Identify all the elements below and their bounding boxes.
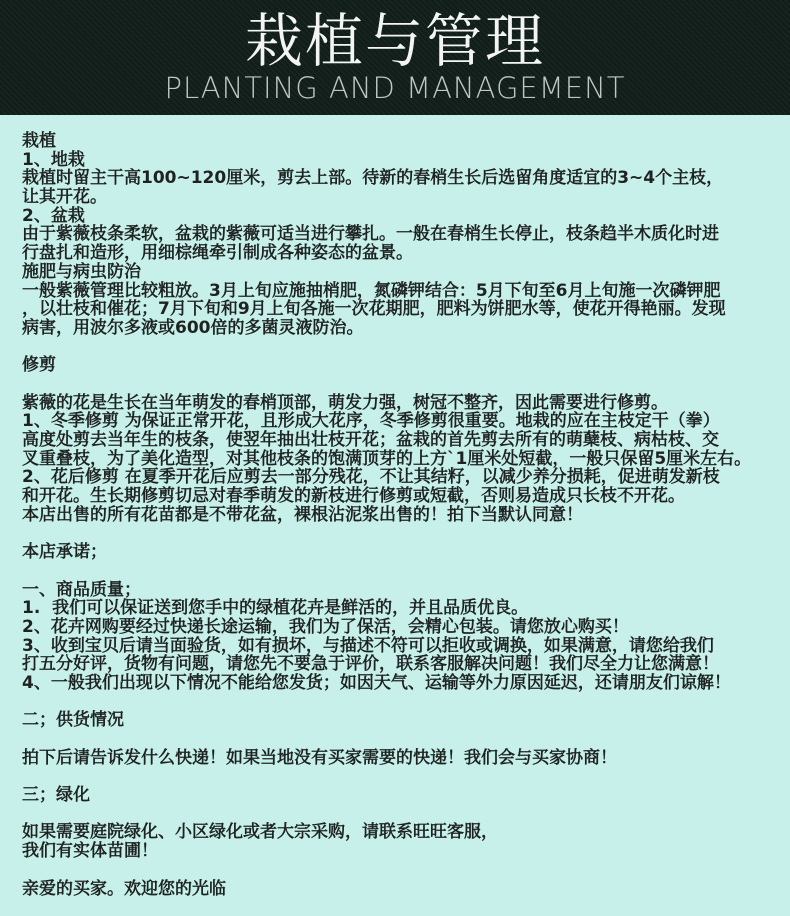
section-subtitle: PLANTING AND MANAGEMENT: [164, 71, 626, 105]
text-line: [22, 805, 782, 824]
text-line: 1. 我们可以保证送到您手中的绿植花卉是鲜活的，并且品质优良。: [22, 598, 529, 619]
text-line: 行盘扎和造形，用细棕绳牵引制成各种姿态的盆景。: [22, 243, 413, 264]
text-line: 高度处剪去当年生的枝条，使翌年抽出壮枝开花；盆栽的首先剪去所有的萌蘖枝、病枯枝、交: [22, 430, 719, 450]
text-line: 栽植时留主干高100~120厘米，剪去上部。待新的春梢生长后选留角度适宜的3~4个主枝，: [22, 168, 724, 189]
text-line: 和开花。生长期修剪切忌对春季萌发的新枝进行修剪或短截，否则易造成只长枝不开花。: [22, 486, 685, 507]
text-line: 由于紫薇枝条柔软，盆栽的紫薇可适当进行攀扎。一般在春梢生长停止，枝条趋半木质化时进: [22, 224, 719, 245]
text-line: 1、冬季修剪 为保证正常开花，且形成大花序，冬季修剪很重要。地栽的应在主枝定干（拳）: [22, 411, 720, 432]
text-line: [22, 861, 782, 880]
text-line: 二；供货情况: [22, 710, 124, 731]
text-line: 病害，用波尔多液或600倍的多菌灵液防治。: [22, 317, 364, 338]
text-line: 本店出售的所有花苗都是不带花盆，裸根沾泥浆出售的！拍下当默认同意！: [22, 504, 583, 525]
text-line: 打五分好评，货物有问题，请您先不要急于评价，联系客服解决问题！我们尽全力让您满意！: [22, 654, 719, 675]
text-line: [22, 524, 782, 543]
text-line: [22, 730, 782, 749]
text-line: 叉重叠枝，为了美化造型，对其他枝条的饱满顶芽的上方`1厘米处短截，一般只保留5厘米左右。: [22, 448, 752, 469]
text-line: 让其开花。: [22, 187, 107, 208]
text-line: [22, 338, 782, 357]
text-line: [22, 562, 782, 581]
text-line: 本店承诺；: [22, 542, 107, 563]
text-line: ，以壮枝和催花；7月下旬和9月上旬各施一次花期肥，肥料为饼肥水等，使花开得艳丽。发现: [22, 299, 726, 320]
text-line: 施肥与病虫防治: [22, 261, 141, 282]
text-line: [22, 375, 782, 394]
description-text-block: [0, 115, 790, 916]
text-line: 修剪: [22, 355, 56, 376]
text-line: 如果需要庭院绿化、小区绿化或者大宗采购，请联系旺旺客服，: [22, 822, 498, 843]
text-line: 2、盆栽: [22, 205, 85, 226]
section-banner: [0, 0, 790, 115]
text-line: [22, 767, 782, 786]
text-line: 一、商品质量；: [22, 579, 141, 600]
text-line: 一般紫薇管理比较粗放。3月上旬应施抽梢肥，氮磷钾结合：5月下旬至6月上旬施一次磷钾肥: [22, 280, 721, 301]
text-line: 我们有实体苗圃！: [22, 841, 158, 862]
text-line: 紫薇的花是生长在当年萌发的春梢顶部，萌发力强，树冠不整齐，因此需要进行修剪。: [22, 392, 668, 413]
text-line: 亲爱的买家。欢迎您的光临: [22, 878, 226, 899]
text-line: 2、花后修剪 在夏季开花后应剪去一部分残花，不让其结籽，以减少养分损耗，促进萌发新枝: [22, 467, 720, 488]
text-line: 拍下后请告诉发什么快递！如果当地没有买家需要的快递！我们会与买家协商！: [22, 747, 617, 768]
text-line: 栽植: [22, 131, 56, 151]
text-line: 3、收到宝贝后请当面验货，如有损坏，与描述不符可以拒收或调换，如果满意，请您给我们: [22, 635, 714, 656]
text-line: 2、花卉网购要经过快递长途运输，我们为了保活，会精心包装。请您放心购买！: [22, 616, 629, 637]
section-title: 栽植与管理: [244, 7, 545, 75]
text-line: 4、一般我们出现以下情况不能给您发货；如因天气、运输等外力原因延迟，还请朋友们谅解！: [22, 672, 731, 693]
text-line: 1、地栽: [22, 149, 85, 170]
text-line: [22, 693, 782, 712]
text-line: 三；绿化: [22, 785, 90, 806]
